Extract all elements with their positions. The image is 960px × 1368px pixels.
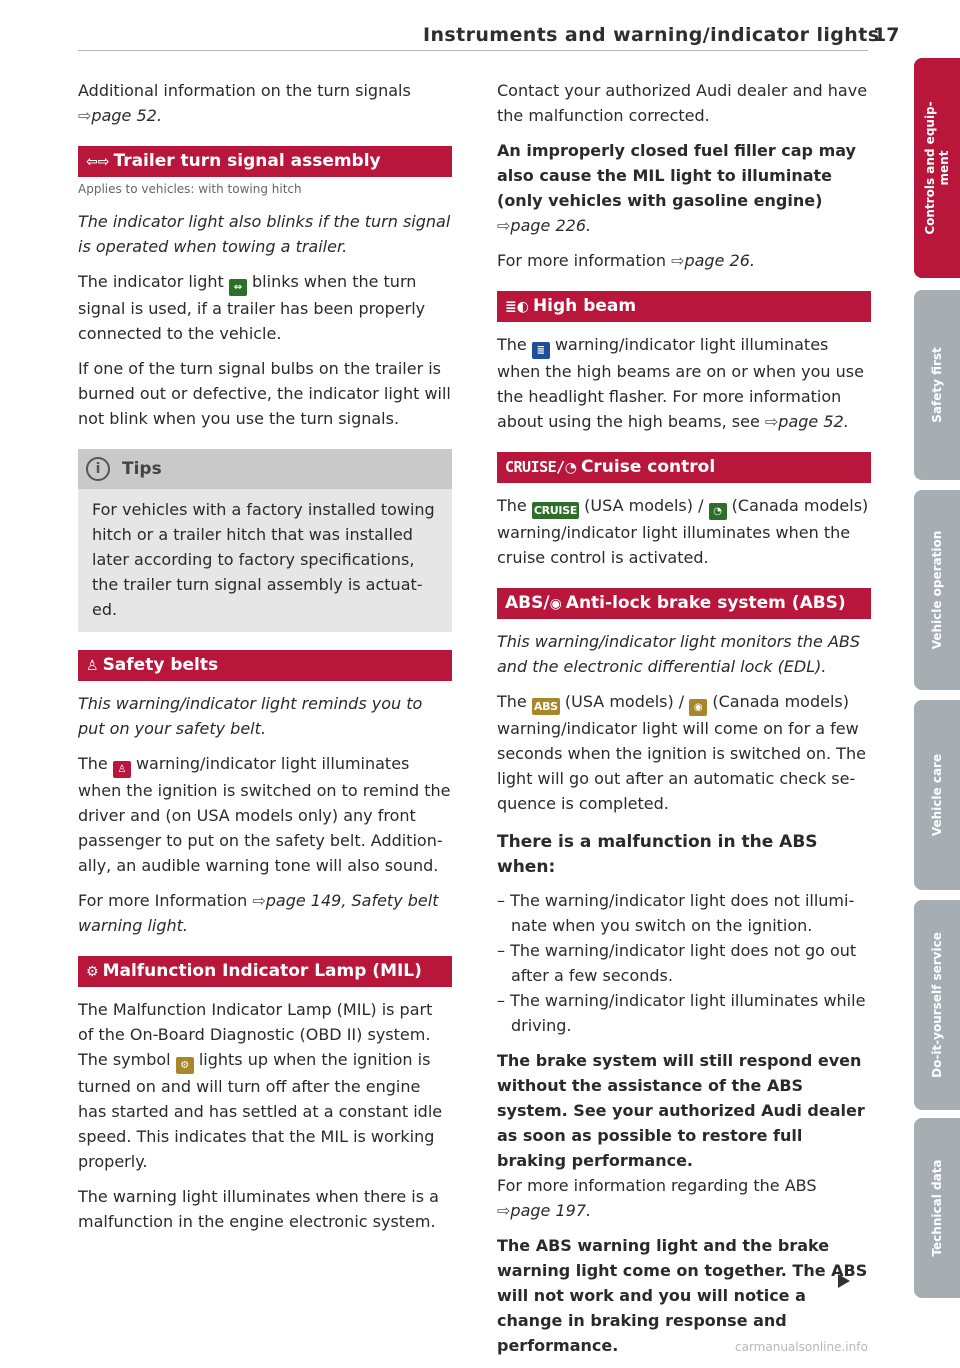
- paragraph: The ABS (USA models) / ◉ (Canada models) warning/indicator light will come on for a few seconds when the ignition is switched on. The light will go out after an automatic check sequence is completed.: [497, 692, 866, 813]
- tab-controls-and-equipment[interactable]: Controls and equip- ment: [914, 58, 960, 278]
- section-heading-high-beam: ≣◐ High beam: [497, 291, 871, 322]
- trailer-turn-signal-icon: ⇦⇨: [86, 154, 110, 170]
- continued-arrow-icon: [838, 1274, 850, 1288]
- paragraph: The Malfunction Indicator Lamp (MIL) is part of the On-Board Diagnostic (OBD II) system. The symbol ⚙ lights up when the ignition is turned on and will turn off after the engine has started and has settled at a constant idle speed. This indicates that the MIL is working properly.: [78, 1000, 443, 1171]
- section-heading-abs: ABS/◉ Anti-lock brake system (ABS): [497, 588, 871, 619]
- page-ref[interactable]: ⇨page 149, Safety belt warning light.: [78, 891, 439, 935]
- turn-signal-intro: Additional information on the turn signals ⇨page 52.: [78, 81, 411, 125]
- paragraph: The warning light illuminates when there is a malfunction in the engine electronic system.: [78, 1187, 439, 1231]
- section-lead: The indicator light also blinks if the turn signal is operated when towing a trailer.: [78, 212, 451, 256]
- paragraph: Contact your authorized Audi dealer and have the malfunction corrected.: [497, 81, 868, 125]
- abs-malfunction-heading: There is a malfunction in the ABS when:: [497, 832, 818, 877]
- paragraph: For more Information ⇨page 149, Safety belt warning light.: [78, 891, 439, 935]
- tab-vehicle-care[interactable]: Vehicle care: [914, 700, 960, 890]
- engine-icon: ⚙: [86, 964, 99, 980]
- tips-heading: i Tips: [78, 449, 452, 489]
- arrow-icon: ⇨: [497, 1201, 511, 1220]
- trailer-turn-signal-indicator-icon: ⇔: [229, 279, 247, 296]
- arrow-icon: ⇨: [497, 216, 511, 235]
- list-item: – The warning/indicator light does not go out after a few seconds.: [497, 941, 857, 985]
- paragraph: An improperly closed fuel filler cap may also cause the MIL light to illuminate (only vehicles with gasoline engine) ⇨page 226.: [497, 141, 856, 235]
- paragraph: The ♙ warning/indicator light illuminates when the ignition is switched on to remind the driver and (on USA models only) any front passenger to put on the safety belt. Additionally, an audible warning tone will also sound.: [78, 754, 451, 875]
- list-item: – The warning/indicator light illuminates while driving.: [497, 991, 866, 1035]
- page-ref[interactable]: ⇨page 52.: [78, 106, 162, 125]
- page-ref[interactable]: ⇨page 197.: [497, 1201, 592, 1220]
- paragraph: For more information ⇨page 26.: [497, 251, 755, 270]
- paragraph: The brake system will still respond even without the assistance of the ABS system. See your authorized Audi dealer as soon as possible to restore full braking performance. For more information regarding the ABS ⇨page 197.: [497, 1051, 865, 1220]
- page-ref[interactable]: ⇨page 26.: [671, 251, 755, 270]
- cruise-indicator-canada-icon: ◔: [709, 503, 727, 520]
- section-heading-trailer-turn-signal: ⇦⇨ Trailer turn signal assembly: [78, 146, 452, 177]
- paragraph: The ABS warning light and the brake warning light come on together. The ABS will not work and you will notice a change in braking response and performance.: [497, 1236, 868, 1355]
- seat-belt-icon: ♙: [86, 658, 99, 674]
- arrow-icon: ⇨: [78, 106, 92, 125]
- chapter-tabs: [914, 0, 960, 1361]
- arrow-icon: ⇨: [671, 251, 685, 270]
- paragraph: The indicator light ⇔ blinks when the turn signal is used, if a trailer has been properly connected to the vehicle.: [78, 272, 426, 343]
- section-heading-mil: ⚙ Malfunction Indicator Lamp (MIL): [78, 956, 452, 987]
- seat-belt-warning-icon: ♙: [113, 761, 131, 778]
- paragraph: If one of the turn signal bulbs on the trailer is burned out or defective, the indicator light will not blink when you use the turn signals.: [78, 359, 451, 428]
- paragraph: The CRUISE (USA models) / ◔ (Canada models) warning/indicator light illuminates when the cruise control is activated.: [497, 496, 869, 567]
- engine-warning-icon: ⚙: [176, 1057, 194, 1074]
- abs-icon: ◉: [549, 596, 562, 612]
- abs-indicator-usa-icon: ABS: [533, 700, 558, 713]
- tab-do-it-yourself-service[interactable]: Do-it-yourself service: [914, 900, 960, 1110]
- page-number: 17: [873, 24, 900, 46]
- section-heading-safety-belts: ♙ Safety belts: [78, 650, 452, 681]
- page-ref[interactable]: ⇨page 52.: [764, 412, 849, 431]
- tips-box: [78, 449, 452, 632]
- arrow-icon: ⇨: [252, 891, 266, 910]
- section-lead: This warning/indicator light reminds you to put on your safety belt.: [78, 694, 423, 738]
- cruise-indicator-usa-icon: CRUISE: [533, 504, 578, 517]
- list-item: – The warning/indicator light does not illuminate when you switch on the ignition.: [497, 891, 855, 935]
- paragraph: The ≣ warning/indicator light illuminates when the high beams are on or when you use the headlight flasher. For more information about using the high beams, see ⇨page 52.: [497, 335, 864, 431]
- tab-vehicle-operation[interactable]: Vehicle operation: [914, 490, 960, 690]
- arrow-icon: ⇨: [764, 412, 779, 431]
- tab-safety-first[interactable]: Safety first: [914, 290, 960, 480]
- abs-indicator-canada-icon: ◉: [689, 699, 707, 716]
- page-title: Instruments and warning/indicator lights: [423, 24, 880, 46]
- cruise-control-icon: ◔: [564, 460, 577, 476]
- watermark: carmanualsonline.info: [735, 1340, 868, 1354]
- applies-to-note: Applies to vehicles: with towing hitch: [78, 182, 302, 196]
- page-ref[interactable]: ⇨page 226.: [497, 216, 592, 235]
- section-heading-cruise-control: CRUISE/◔ Cruise control: [497, 452, 871, 483]
- right-column: [497, 78, 871, 1368]
- left-column: [78, 78, 452, 1244]
- section-lead: This warning/indicator light monitors the ABS and the electronic differential lock (EDL).: [497, 632, 861, 676]
- tips-body: For vehicles with a factory installed towing hitch or a trailer hitch that was installed later according to factory specifications, the trailer turn signal assembly is actuated.: [92, 500, 435, 619]
- info-icon: i: [86, 457, 110, 481]
- high-beam-indicator-icon: ≣: [532, 342, 550, 359]
- high-beam-icon: ≣◐: [505, 299, 529, 315]
- tab-technical-data[interactable]: Technical data: [914, 1118, 960, 1298]
- header-divider: [78, 50, 868, 51]
